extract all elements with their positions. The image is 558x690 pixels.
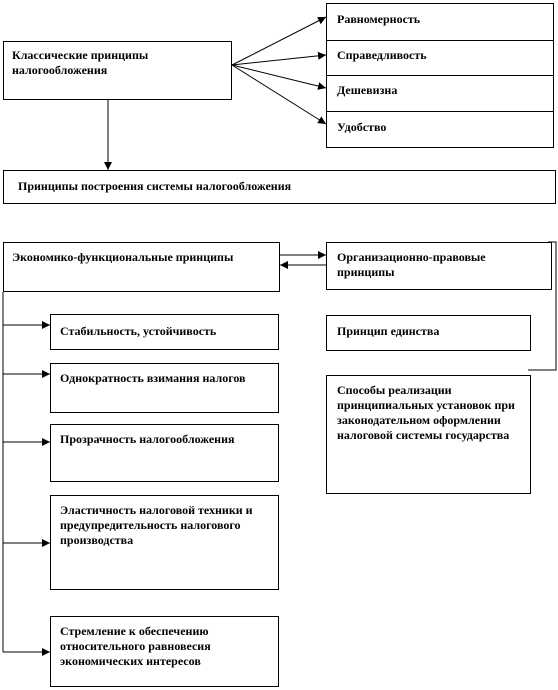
economic-principles-title: Экономико-функциональные принципы [12, 250, 234, 264]
classical-item-label: Справедливость [337, 48, 427, 62]
organizational-item-methods [326, 375, 531, 494]
organizational-principles-box [326, 242, 552, 290]
economic-item-label: Однократность взимания налогов [60, 371, 246, 385]
classical-principles-title: Классические принципы налогообложения [12, 48, 149, 77]
arrow-to-justice [232, 55, 326, 65]
economic-item-label: Стремление к обеспечению относительного равновесия экономических интересов [60, 624, 211, 668]
economic-principles-box [3, 242, 280, 292]
economic-item-label: Прозрачность налогообложения [60, 432, 235, 446]
organizational-item-label: Принцип единства [337, 324, 440, 338]
organizational-item-unity [326, 315, 531, 351]
classical-item-justice [326, 40, 554, 76]
classical-item-label: Дешевизна [337, 83, 398, 97]
economic-item-balance [50, 616, 279, 687]
arrow-to-uniformity [232, 17, 326, 65]
economic-item-single-levy [50, 363, 279, 413]
classical-principles-box [3, 41, 232, 100]
organizational-item-label: Способы реализации принципиальных установок при законодательном оформлении налоговой системы государства [337, 383, 515, 442]
arrow-to-convenience [232, 65, 326, 124]
system-principles-box [3, 170, 556, 204]
classical-item-label: Равномерность [337, 12, 421, 26]
economic-item-label: Стабильность, устойчивость [60, 324, 217, 338]
classical-item-uniformity [326, 3, 554, 41]
economic-item-elasticity [50, 495, 279, 590]
system-principles-title: Принципы построения системы налогообложения [18, 179, 292, 193]
economic-item-transparency [50, 424, 279, 482]
economic-item-stability [50, 314, 279, 350]
classical-item-cheapness [326, 75, 554, 112]
organizational-principles-title: Организационно-правовые принципы [337, 250, 486, 279]
classical-item-label: Удобство [337, 120, 387, 134]
arrow-to-cheapness [232, 65, 326, 88]
economic-item-label: Эластичность налоговой техники и предупредительность налогового производства [60, 503, 253, 547]
classical-item-convenience [326, 111, 554, 148]
